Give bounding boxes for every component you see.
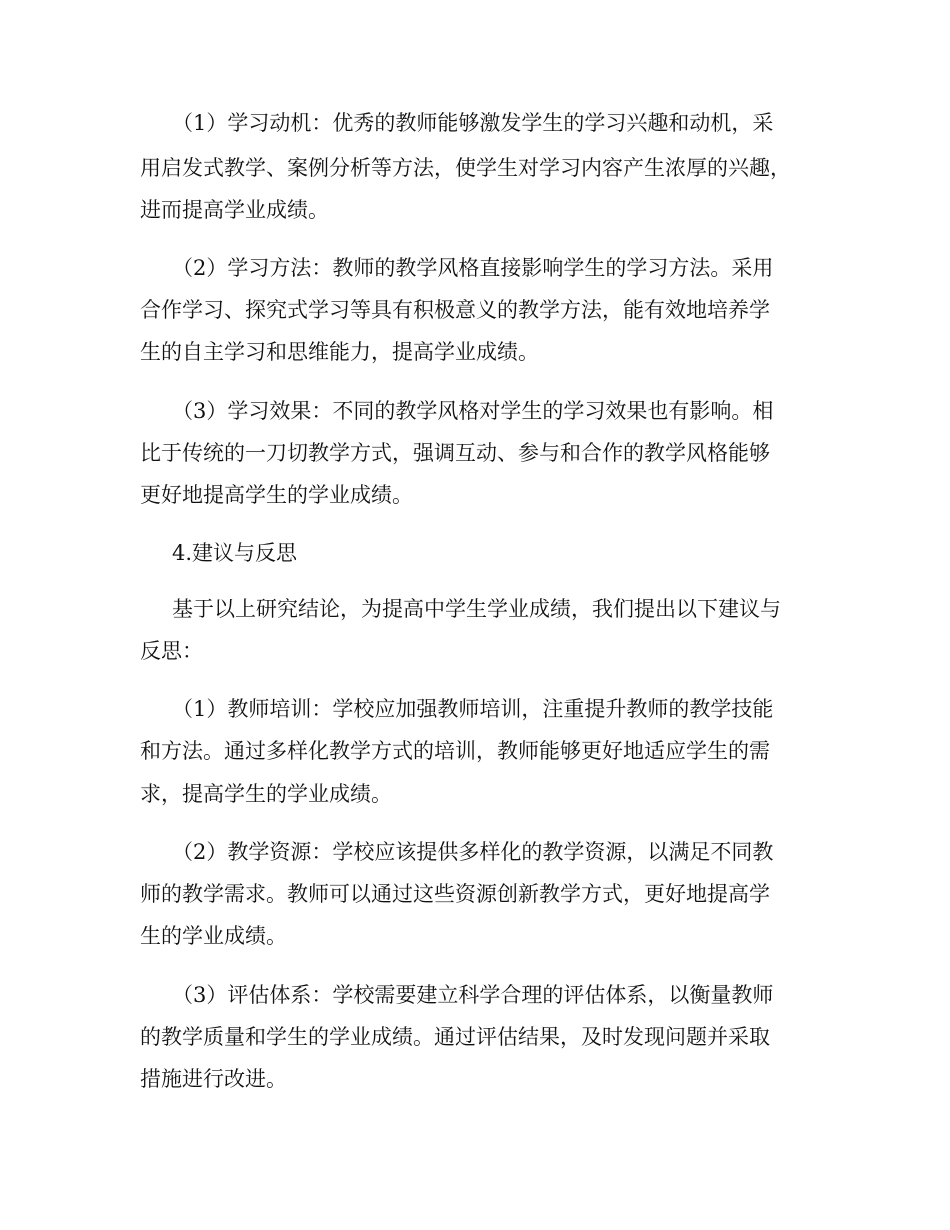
paragraph-7-line-3: 生的学业成绩。 bbox=[140, 924, 287, 948]
paragraph-6-line-1: （1）教师培训：学校应加强教师培训，注重提升教师的教学技能 bbox=[172, 697, 774, 721]
paragraph-7-line-2: 师的教学需求。教师可以通过这些资源创新教学方式，更好地提高学 bbox=[140, 882, 770, 906]
section-heading: 4.建议与反思 bbox=[172, 541, 298, 565]
paragraph-1-line-3: 进而提高学业成绩。 bbox=[140, 198, 329, 222]
paragraph-6-line-2: 和方法。通过多样化教学方式的培训，教师能够更好地适应学生的需 bbox=[140, 739, 770, 763]
paragraph-7-line-1: （2）教学资源：学校应该提供多样化的教学资源，以满足不同教 bbox=[172, 840, 774, 864]
paragraph-8-line-1: （3）评估体系：学校需要建立科学合理的评估体系，以衡量教师 bbox=[172, 983, 774, 1007]
paragraph-8-line-2: 的教学质量和学生的学业成绩。通过评估结果，及时发现问题并采取 bbox=[140, 1025, 770, 1049]
paragraph-3-line-1: （3）学习效果：不同的教学风格对学生的学习效果也有影响。相 bbox=[172, 399, 774, 423]
paragraph-2-line-2: 合作学习、探究式学习等具有积极意义的教学方法，能有效地培养学 bbox=[140, 298, 770, 322]
paragraph-5-line-1: 基于以上研究结论，为提高中学生学业成绩，我们提出以下建议与 bbox=[172, 597, 781, 621]
paragraph-2-line-1: （2）学习方法：教师的教学风格直接影响学生的学习方法。采用 bbox=[172, 256, 774, 280]
paragraph-8-line-3: 措施进行改进。 bbox=[140, 1067, 287, 1091]
paragraph-3-line-2: 比于传统的一刀切教学方式，强调互动、参与和合作的教学风格能够 bbox=[140, 441, 770, 465]
paragraph-3-line-3: 更好地提高学生的学业成绩。 bbox=[140, 483, 413, 507]
paragraph-5-line-2: 反思： bbox=[140, 639, 203, 663]
paragraph-1-line-2: 用启发式教学、案例分析等方法，使学生对学习内容产生浓厚的兴趣， bbox=[140, 156, 791, 180]
paragraph-1-line-1: （1）学习动机：优秀的教师能够激发学生的学习兴趣和动机，采 bbox=[172, 111, 774, 135]
paragraph-6-line-3: 求，提高学生的学业成绩。 bbox=[140, 782, 392, 806]
paragraph-2-line-3: 生的自主学习和思维能力，提高学业成绩。 bbox=[140, 340, 539, 364]
